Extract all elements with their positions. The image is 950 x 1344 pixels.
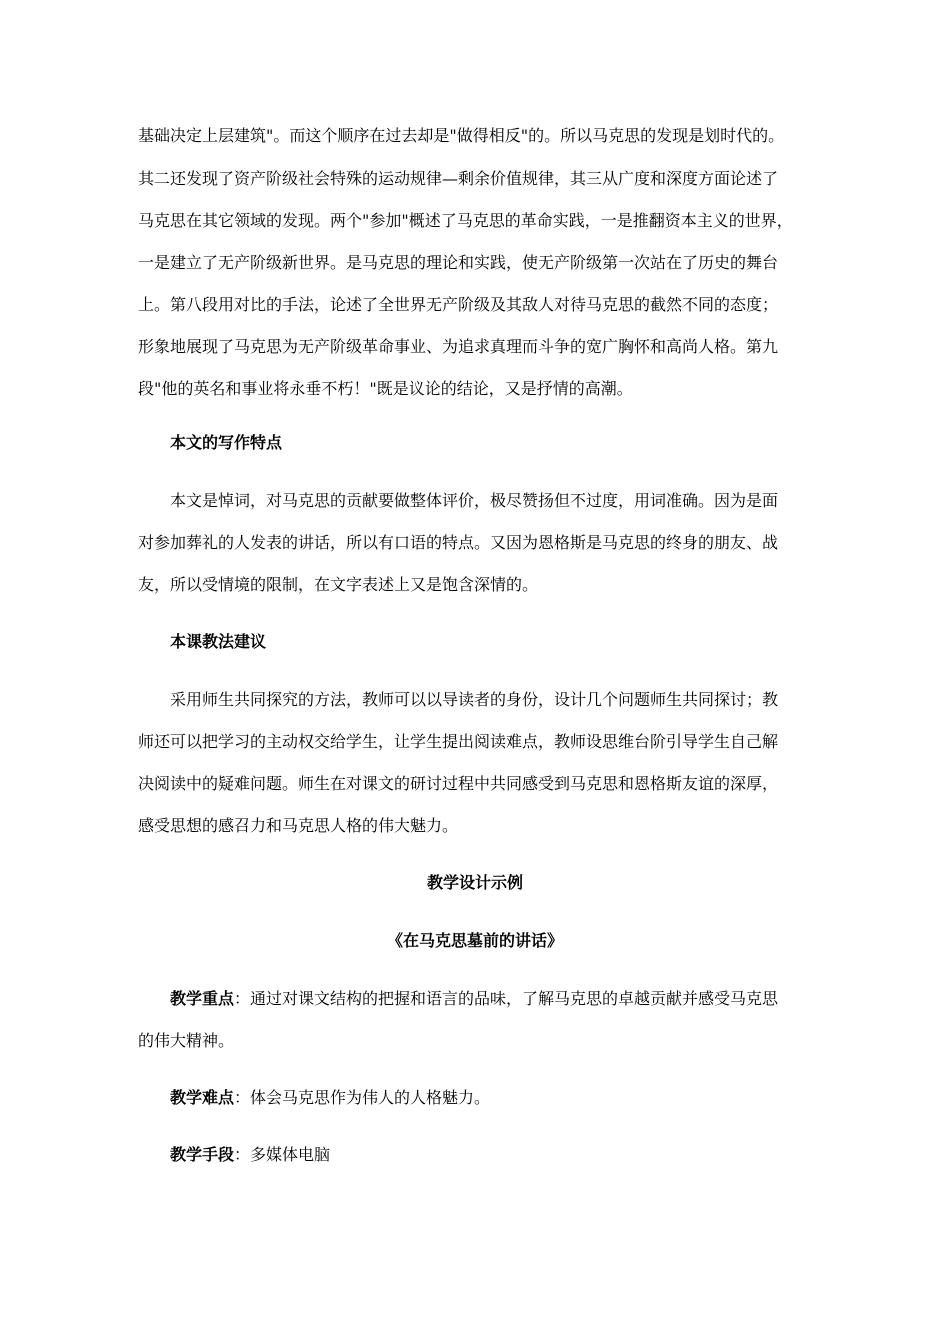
paragraph-line: 友，所以受情境的限制，在文字表述上又是饱含深情的。 xyxy=(138,575,539,594)
paragraph-line: 基础决定上层建筑"。而这个顺序在过去却是"做得相反"的。所以马克思的发现是划时代的。 xyxy=(138,126,785,145)
paragraph-line: 上。第八段用对比的手法，论述了全世界无产阶级及其敌人对待马克思的截然不同的态度； xyxy=(138,295,779,314)
means-text: ：多媒体电脑 xyxy=(234,1145,331,1164)
paragraph-line: 一是建立了无产阶级新世界。是马克思的理论和实践，使无产阶级第一次站在了历史的舞台 xyxy=(138,253,779,272)
key-point-continuation: 的伟大精神。 xyxy=(138,1031,235,1050)
section-heading-teaching-suggestions: 本课教法建议 xyxy=(170,632,267,651)
difficulty-line xyxy=(170,1088,818,1108)
means-line xyxy=(170,1145,818,1165)
design-example-subtitle: 《在马克思墓前的讲话》 xyxy=(386,931,563,950)
section-heading-writing-features: 本文的写作特点 xyxy=(170,433,283,452)
design-example-title: 教学设计示例 xyxy=(426,873,523,892)
paragraph-line: 感受思想的感召力和马克思人格的伟大魅力。 xyxy=(138,816,459,835)
key-point-text: ：通过对课文结构的把握和语言的品味，了解马克思的卓越贡献并感受马克思 xyxy=(234,989,779,1008)
paragraph-line: 师还可以把学习的主动权交给学生，让学生提出阅读难点，教师设思维台阶引导学生自己解 xyxy=(138,732,779,751)
difficulty-text: ：体会马克思作为伟人的人格魅力。 xyxy=(234,1088,491,1107)
paragraph-line: 其二还发现了资产阶级社会特殊的运动规律—剩余价值规律，其三从广度和深度方面论述了 xyxy=(138,169,779,188)
paragraph-line: 本文是悼词，对马克思的贡献要做整体评价，极尽赞扬但不过度，用词准确。因为是面 xyxy=(170,491,779,510)
means-label: 教学手段 xyxy=(170,1145,235,1164)
paragraph-line: 对参加葬礼的人发表的讲话，所以有口语的特点。又因为恩格斯是马克思的终身的朋友、战 xyxy=(138,533,779,552)
key-point-label: 教学重点 xyxy=(170,989,235,1008)
paragraph-line: 马克思在其它领域的发现。两个"参加"概述了马克思的革命实践，一是推翻资本主义的世界， xyxy=(138,211,793,230)
difficulty-label: 教学难点 xyxy=(170,1088,235,1107)
paragraph-line: 决阅读中的疑难问题。师生在对课文的研讨过程中共同感受到马克思和恩格斯友谊的深厚， xyxy=(138,774,779,793)
paragraph-line: 形象地展现了马克思为无产阶级革命事业、为追求真理而斗争的宽广胸怀和高尚人格。第九 xyxy=(138,337,779,356)
paragraph-line: 段"他的英名和事业将永垂不朽！"既是议论的结论，又是抒情的高潮。 xyxy=(138,379,633,398)
key-point-line xyxy=(170,989,818,1009)
paragraph-line: 采用师生共同探究的方法，教师可以以导读者的身份，设计几个问题师生共同探讨；教 xyxy=(170,690,779,709)
